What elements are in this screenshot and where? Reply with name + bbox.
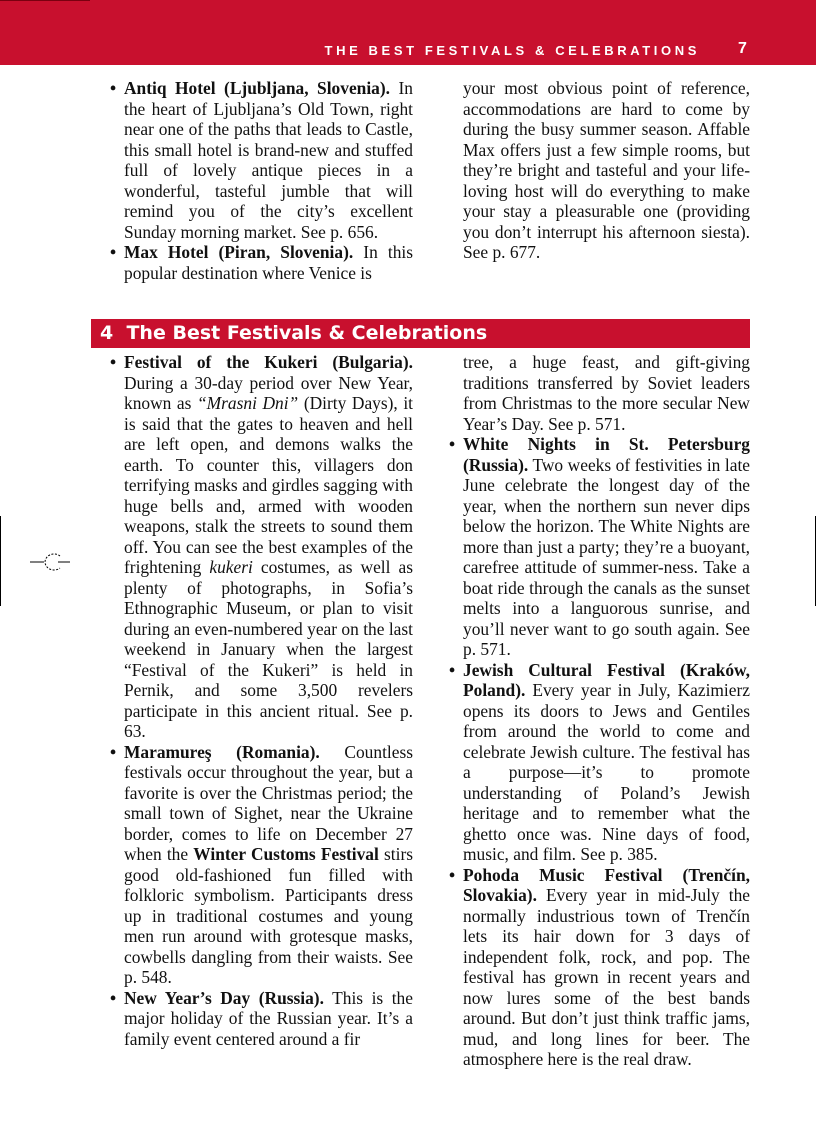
- list-item-white-nights: [449, 434, 750, 660]
- festivals-right-column: [449, 352, 750, 1070]
- item-title: Max Hotel (Piran, Slovenia).: [124, 242, 354, 262]
- item-text: stirs good old-fashioned fun filled with folkloric symbolism. Participants dress up in traditional costumes and young men run around with grotesque masks, cowbells dangling from their waists. See p. 548.: [124, 844, 414, 987]
- item-title: Antiq Hotel (Ljubljana, Slovenia).: [124, 78, 391, 98]
- item-text: Countless festivals occur throughout the year, but a favorite is over the Christmas period; the small town of Sighet, near the Ukraine border, comes to life on December 27 when the: [124, 741, 413, 864]
- item-title: Pohoda Music Festival (Trenčín, Slovakia).: [463, 864, 750, 905]
- item-text: In the heart of Ljubljana’s Old Town, right near one of the paths that leads to Castle, this small hotel is brand-new and stuffed full of lovely antique pieces in a wonderful, tasteful jumble that will remind you of the city’s excellent Sunday morning market. See p. 656.: [124, 78, 413, 242]
- list-item-jewish-festival: [449, 660, 750, 865]
- registration-mark-icon: [30, 550, 70, 574]
- list-item-pohoda: [449, 865, 750, 1070]
- crop-mark-top: [0, 0, 90, 1]
- section-number: 4: [100, 322, 114, 344]
- item-text: Every year in July, Kazimierz opens its doors to Jews and Gentiles from around the world to come and celebrate Jewish culture. The festival has a purpose—it’s to promote understanding of Poland’s Jewish heritage and to remember what the ghetto once was. Nine days of food, music, and film. See p. 385.: [463, 680, 750, 864]
- festivals-left-column: [110, 352, 413, 1049]
- item-text: This is the major holiday of the Russian year. It’s a family event centered around a fir: [124, 987, 413, 1049]
- running-header-bar: [0, 0, 816, 65]
- item-text: Two weeks of festivities in late June celebrate the longest day of the year, when the northern sun never dips below the horizon. The White Nights are more than just a party; they’re a buoyant, carefree attitude of summer-ness. Take a boat ride through the canals as the sunset melts into a languorous sunrise, and you’ll never want to go south again. See p. 571.: [463, 454, 750, 659]
- list-item-kukeri: [110, 352, 413, 742]
- item-bold: Winter Customs Festival: [193, 844, 379, 864]
- item-title: Jewish Cultural Festival (Kraków, Poland).: [463, 659, 750, 700]
- running-title: THE BEST FESTIVALS & CELEBRATIONS: [324, 43, 700, 58]
- item-title: Maramureş (Romania).: [124, 741, 320, 762]
- section-heading: [100, 321, 487, 345]
- list-item-new-years-day: [110, 988, 413, 1050]
- item-text: Every year in mid-July the normally industrious town of Trenčín lets its hair down for 3 days of independent folk, rock, and pop. The festival has grown in recent years and now lures some of the best bands around. But don’t just think traffic jams, mud, and long lines for beer. The atmosphere here is the real draw.: [463, 885, 750, 1069]
- section-title: The Best Festivals & Celebrations: [126, 322, 488, 344]
- crop-mark-left: [0, 516, 1, 606]
- item-title: White Nights in St. Petersburg (Russia).: [463, 434, 750, 475]
- item-italic: “Mrasni Dni”: [196, 393, 299, 413]
- item-italic: kukeri: [209, 557, 253, 577]
- page-number: 7: [738, 40, 747, 57]
- item-text: (Dirty Days), it is said that the gates to heaven and hell are left open, and demons walks the earth. To counter this, villagers don terrifying masks and girdles sagging with huge bells and, armed with wooden weapons, stalk the streets to sound them off. You can see the best examples of the frightening: [124, 393, 413, 577]
- list-item-antiq-hotel: [110, 78, 413, 242]
- item-text: During a 30-day period over New Year, known as: [124, 372, 413, 413]
- item-continuation: tree, a huge feast, and gift-giving traditions transferred by Soviet leaders from Christmas to the more secular New Year’s Day. See p. 571.: [463, 352, 750, 434]
- item-text: costumes, as well as plenty of photographs, in Sofia’s Ethnographic Museum, or plan to visit during an even-numbered year on the last weekend in January when the largest “Festival of the Kukeri” is held in Pernik, and some 3,500 revelers participate in this ancient ritual. See p. 63.: [124, 557, 413, 741]
- item-text: In this popular destination where Venice is: [124, 242, 413, 283]
- item-continuation: your most obvious point of reference, accommodations are hard to come by during the busy summer season. Affable Max offers just a few simple rooms, but they’re bright and tasteful and your life-loving host will do everything to make your stay a pleasurable one (providing you don’t interrupt his afternoon siesta). See p. 677.: [463, 78, 750, 262]
- top-left-column: [110, 78, 413, 283]
- section-heading-bar: [91, 319, 750, 348]
- item-title: Festival of the Kukeri (Bulgaria).: [124, 352, 413, 372]
- list-item-maramures: [110, 742, 413, 988]
- item-title: New Year’s Day (Russia).: [124, 987, 324, 1008]
- top-right-column: [463, 78, 750, 263]
- list-item-max-hotel: [110, 242, 413, 283]
